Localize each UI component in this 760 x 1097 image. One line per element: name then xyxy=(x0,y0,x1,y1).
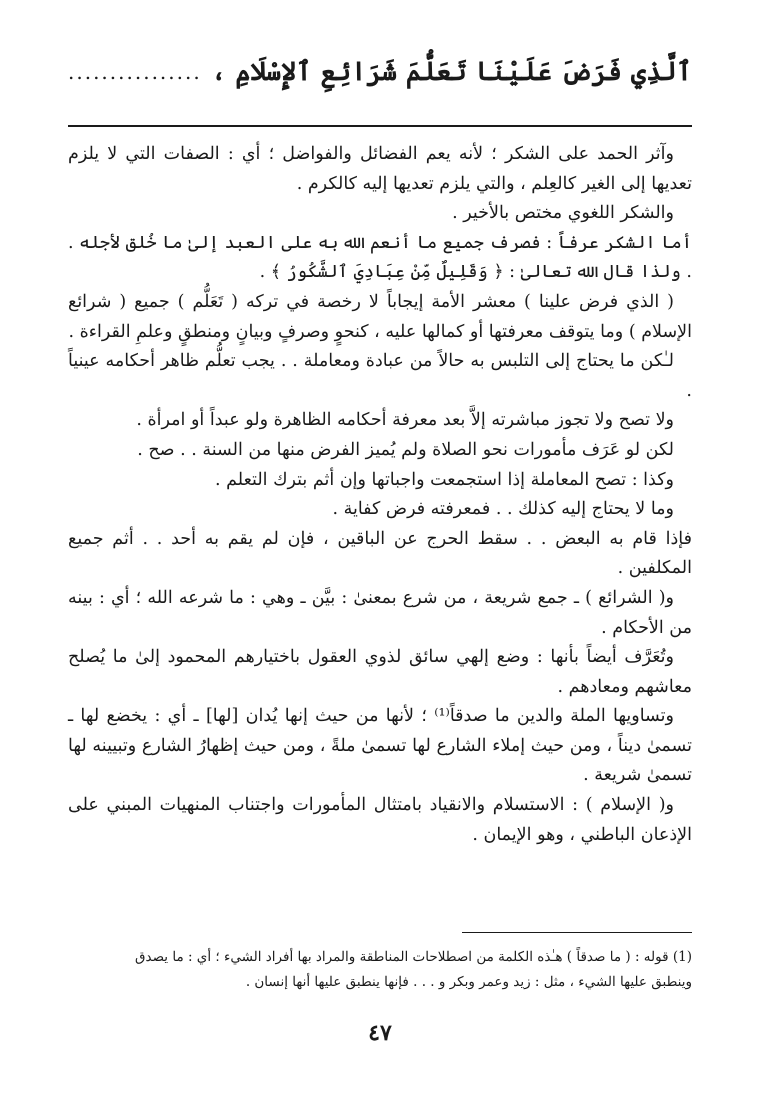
main-text xyxy=(68,140,692,850)
footnote xyxy=(68,945,692,995)
footnote-divider xyxy=(462,932,692,933)
paragraph: والشكر اللغوي مختص بالأخير . xyxy=(452,203,674,224)
page-number: ٤٧ xyxy=(368,1020,392,1046)
footnote-line: وينطبق عليها الشيء ، مثل : زيد وعمر وبكر و . . . فإنها ينطبق عليها أنها إنسان . xyxy=(245,974,692,990)
paragraph: وآثر الحمد على الشكر ؛ لأنه يعم الفضائل والفواضل ؛ أي : الصفات التي لا يلزم تعديها إلى الغير كالعِلم ، والتي يلزم تعديها إليه كالكرم . xyxy=(68,144,692,194)
paragraph: فإذا قام به البعض . . سقط الحرج عن الباقين ، فإن لم يقم به أحد . . أثم جميع المكلفين . xyxy=(68,528,692,579)
header-quote: ٱلَّذِي فَرَضَ عَلَيْنَا تَعَلُّمَ شَرَائِعِ ٱلإِسْلَامِ ، xyxy=(211,57,692,87)
paragraph: ولا تصح ولا تجوز مباشرته إلاَّ بعد معرفة أحكامه الظاهرة ولو عبداً أو امرأة . xyxy=(136,410,674,431)
paragraph: وما لا يحتاج إليه كذلك . . فمعرفته فرض كفاية . xyxy=(332,499,674,520)
paragraph: وكذا : تصح المعاملة إذا استجمعت واجباتها وإن أثم بترك التعلم . xyxy=(215,469,674,490)
paragraph: وتُعَرَّف أيضاً بأنها : وضع إلهي سائق لذوي العقول باختيارهم المحمود إلىٰ ما يُصلح معاشهم ومعادهم . xyxy=(68,647,692,697)
paragraph: أما الشكر عرفاً : فصرف جميع ما أنعم الله به على العبد إلىٰ ما خُلق لأجله . . ولذا قال الله تعالىٰ : ﴿ وَقَلِيلٌ مِّنْ عِبَادِيَ ٱلشَّكُورُ ﴾ . xyxy=(68,232,692,283)
header-dots: ................ xyxy=(68,60,202,84)
footnote-line: (1) قوله : ( ما صدقاً ) هـٰذه الكلمة من اصطلاحات المناطقة والمراد بها أفراد الشيء ؛ أي : ما يصدق xyxy=(135,949,692,965)
paragraph: و( الشرائع ) ـ جمع شريعة ، من شرع بمعنىٰ : بيَّن ـ وهي : ما شرعه الله ؛ أي : بينه من الأحكام . xyxy=(68,587,692,638)
paragraph: لـٰكن ما يحتاج إلى التلبس به حالاً من عبادة ومعاملة . . يجب تعلُّم ظاهر أحكامه عينياً . xyxy=(68,351,692,401)
paragraph: و( الإسلام ) : الاستسلام والانقياد بامتثال المأمورات واجتناب المنهيات المبني على الإذعان الباطني ، وهو الإيمان . xyxy=(68,795,692,845)
running-header xyxy=(68,52,692,92)
paragraph: لكن لو عَرَف مأمورات نحو الصلاة ولم يُميز الفرض منها من السنة . . صح . xyxy=(137,439,674,460)
paragraph: ( الذي فرض علينا ) معشر الأمة إيجاباً لا رخصة في تركه ( تَعَلُّم ) جميع ( شرائع الإسلام ) وما يتوقف معرفتها أو كمالها عليه ، كنحوٍ وصرفٍ وبيانٍ ومنطقٍ وعلمِ القراءة . xyxy=(68,291,692,342)
paragraph: وتساويها الملة والدين ما صدقاً⁽¹⁾ ؛ لأنها من حيث إنها يُدان [لها] ـ أي : يخضع لها ـ تسمىٰ ديناً ، ومن حيث إملاء الشارع لها تسمىٰ ملةً ، ومن حيث إظهارُ الشارع وتبيينه لها تسمىٰ شريعة . xyxy=(68,706,692,786)
header-divider xyxy=(68,125,692,127)
